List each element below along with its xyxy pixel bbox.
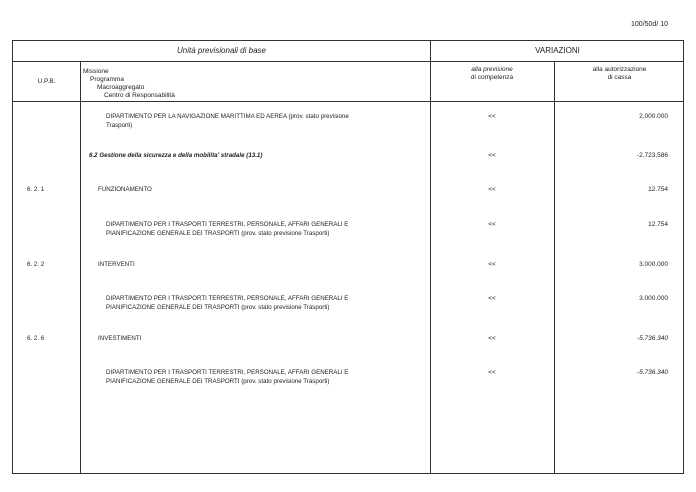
row-cassa: -5.736.340 bbox=[636, 335, 668, 342]
hierarchy-level-1: Missione bbox=[83, 68, 109, 75]
row-description: INTERVENTI bbox=[98, 261, 135, 268]
row-description bbox=[106, 113, 416, 130]
row-description bbox=[106, 295, 416, 312]
row-description-line: PIANIFICAZIONE GENERALE DEI TRASPORTI (prov. stato previsione Trasporti) bbox=[106, 377, 330, 385]
row-cassa: 12.754 bbox=[648, 221, 668, 228]
row-competenza: << bbox=[488, 152, 496, 159]
upb-header: U.P.B. bbox=[37, 78, 56, 85]
hierarchy-level-4: Centro di Responsabilità bbox=[104, 92, 175, 99]
cassa-header-line2: di cassa bbox=[607, 74, 632, 81]
row-description-line: DIPARTIMENTO PER LA NAVIGAZIONE MARITTIMA ED AEREA (prov. stato previsione bbox=[106, 113, 349, 120]
row-cassa: 3.000.000 bbox=[639, 261, 668, 268]
hierarchy-level-2: Programma bbox=[90, 76, 124, 83]
row-upb-code: 6. 2. 2 bbox=[27, 261, 45, 268]
row-description-line: PIANIFICAZIONE GENERALE DEI TRASPORTI (prov. stato previsione Trasporti) bbox=[106, 303, 330, 311]
row-competenza: << bbox=[488, 369, 496, 376]
header-bottom-divider bbox=[13, 101, 683, 102]
row-cassa: 3.000.000 bbox=[639, 295, 668, 302]
variazioni-title: VARIAZIONI bbox=[535, 46, 580, 55]
unita-previsionali-title: Unità previsionali di base bbox=[177, 46, 266, 55]
cassa-header-line1: alla autorizzazione bbox=[592, 66, 647, 73]
row-competenza: << bbox=[488, 295, 496, 302]
row-description-line: Trasporti) bbox=[106, 121, 133, 129]
row-cassa: 12.754 bbox=[648, 186, 668, 193]
row-competenza: << bbox=[488, 221, 496, 228]
row-description: FUNZIONAMENTO bbox=[98, 186, 152, 193]
header-title-divider bbox=[13, 61, 683, 62]
budget-table bbox=[12, 40, 684, 474]
row-description bbox=[106, 221, 416, 238]
row-cassa: -2.723.586 bbox=[636, 152, 668, 159]
row-cassa: 2.000.000 bbox=[639, 113, 668, 120]
competenza-header-line2: di competenza bbox=[470, 74, 514, 81]
row-competenza: << bbox=[488, 335, 496, 342]
programme-row-title: 6.2 Gestione della sicurezza e della mobilita' stradale (13.1) bbox=[89, 152, 263, 159]
upb-column-divider bbox=[80, 61, 81, 473]
row-competenza: << bbox=[488, 261, 496, 268]
row-description: INVESTIMENTI bbox=[98, 335, 142, 342]
row-competenza: << bbox=[488, 113, 496, 120]
row-description-line: DIPARTIMENTO PER I TRASPORTI TERRESTRI, PERSONALE, AFFARI GENERALI E bbox=[106, 221, 349, 228]
competenza-header-line1: alla previsione bbox=[471, 66, 513, 73]
row-competenza: << bbox=[488, 186, 496, 193]
row-description-line: DIPARTIMENTO PER I TRASPORTI TERRESTRI, PERSONALE, AFFARI GENERALI E bbox=[106, 369, 349, 376]
section-divider bbox=[430, 41, 431, 473]
row-description-line: PIANIFICAZIONE GENERALE DEI TRASPORTI (prov. stato previsione Trasporti) bbox=[106, 229, 330, 237]
row-description bbox=[106, 369, 416, 386]
row-upb-code: 6. 2. 1 bbox=[27, 186, 45, 193]
hierarchy-level-3: Macroaggregato bbox=[97, 84, 145, 91]
row-upb-code: 6. 2. 6 bbox=[27, 335, 45, 342]
row-cassa: -5.736.340 bbox=[636, 369, 668, 376]
page-number: 100/50d/ 10 bbox=[631, 21, 668, 28]
row-description-line: DIPARTIMENTO PER I TRASPORTI TERRESTRI, PERSONALE, AFFARI GENERALI E bbox=[106, 295, 349, 302]
